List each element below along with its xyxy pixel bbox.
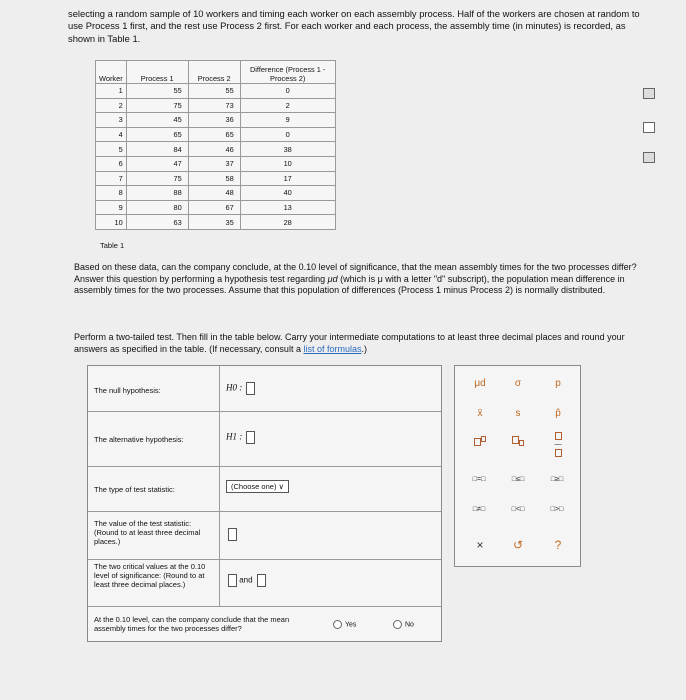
less-equal-key[interactable]: □≤□: [511, 476, 525, 483]
table-cell: 38: [240, 142, 335, 157]
table-cell: 35: [188, 215, 240, 230]
intro-text: selecting a random sample of 10 workers and timing each worker on each assembly process. Half of the workers are chosen at random to use Process 1 first, and the rest use Process 2 first. For each worker and each process, the assembly time (in minutes) is recorded, as shown in Table 1.: [68, 8, 640, 44]
table-row: [96, 186, 336, 201]
table-cell: 65: [188, 127, 240, 142]
s-key[interactable]: s: [515, 408, 521, 419]
table-cell: 55: [126, 84, 188, 99]
table-cell: 7: [96, 171, 127, 186]
p-key[interactable]: p: [555, 378, 561, 389]
formulas-link[interactable]: list of formulas: [303, 343, 362, 354]
sigma-key[interactable]: σ: [514, 378, 522, 389]
table-cell: 73: [188, 98, 240, 113]
symbol-keypad: [454, 365, 581, 567]
alt-hypothesis-input[interactable]: [246, 431, 255, 444]
table-cell: 48: [188, 186, 240, 201]
table-cell: 37: [188, 156, 240, 171]
calculator-icon[interactable]: [643, 88, 655, 99]
x-bar-key[interactable]: x̄: [477, 408, 483, 419]
table-cell: 55: [188, 84, 240, 99]
alt-prefix: H1 :: [226, 431, 243, 442]
table-row: [96, 215, 336, 230]
table-cell: 75: [126, 98, 188, 113]
table-cell: 75: [126, 171, 188, 186]
alt-label: The alternative hypothesis:: [94, 435, 184, 444]
yes-option[interactable]: Yes: [333, 620, 356, 629]
table-cell: 63: [126, 215, 188, 230]
null-label: The null hypothesis:: [94, 386, 161, 395]
critical-label: The two critical values at the 0.10 level of significance: (Round to at least three decimal places.): [94, 562, 206, 589]
conclude-label: At the 0.10 level, can the company conclude that the mean assembly times for the two processes differ?: [94, 615, 290, 633]
less-than-key[interactable]: □<□: [511, 506, 525, 513]
test-type-select[interactable]: (Choose one) ∨: [226, 480, 289, 493]
answer-form: [87, 365, 442, 642]
table-row: [96, 113, 336, 128]
superscript-icon[interactable]: [465, 436, 495, 446]
greater-than-key[interactable]: □>□: [550, 506, 564, 513]
type-label: The type of test statistic:: [94, 485, 175, 494]
table-cell: 47: [126, 156, 188, 171]
table-cell: 13: [240, 200, 335, 215]
table-row: [96, 200, 336, 215]
p-hat-key[interactable]: p̂: [555, 408, 561, 419]
table-cell: 6: [96, 156, 127, 171]
alt-hypothesis-row: [88, 411, 441, 467]
table-row: [96, 142, 336, 157]
yes-radio[interactable]: [333, 620, 342, 629]
no-radio[interactable]: [393, 620, 402, 629]
table-cell: 9: [240, 113, 335, 128]
table-cell: 10: [96, 215, 127, 230]
col-process2: Process 2: [188, 61, 240, 84]
table-caption: Table 1: [100, 241, 125, 250]
instructions-text: Perform a two-tailed test. Then fill in the table below. Carry your intermediate computations to at least three decimal places and round your answers as specified in the table. (If necessary, consult a list of formulas.): [74, 332, 625, 354]
video-icon[interactable]: [643, 122, 655, 133]
value-label: The value of the test statistic: (Round to at least three decimal places.): [94, 519, 201, 546]
table-cell: 40: [240, 186, 335, 201]
table-cell: 36: [188, 113, 240, 128]
test-value-input[interactable]: [228, 528, 237, 541]
table-cell: 3: [96, 113, 127, 128]
table-row: [96, 156, 336, 171]
table-cell: 8: [96, 186, 127, 201]
subscript-icon[interactable]: [503, 436, 533, 446]
table-cell: 17: [240, 171, 335, 186]
table-cell: 58: [188, 171, 240, 186]
conclusion-row: [88, 606, 441, 641]
table-cell: 88: [126, 186, 188, 201]
fraction-icon[interactable]: —: [543, 432, 573, 458]
col-process1: Process 1: [126, 61, 188, 84]
table-cell: 0: [240, 84, 335, 99]
chevron-down-icon: ∨: [278, 482, 285, 491]
test-value-row: [88, 511, 441, 560]
table-cell: 28: [240, 215, 335, 230]
null-prefix: H0 :: [226, 382, 243, 393]
table-cell: 10: [240, 156, 335, 171]
help-icon[interactable]: ?: [554, 538, 562, 552]
equals-key[interactable]: □=□: [472, 476, 486, 483]
mu-d-key[interactable]: μd: [474, 378, 486, 389]
question-text: Based on these data, can the company conclude, at the 0.10 level of significance, that the mean assembly times for the two processes differ? Answer this question by performing a hypothesis test regarding μd (which is μ with a letter "d" subscript), the population mean difference in assembly times for the two processes. Assume that this population of differences (Process 1 minus Process 2) is normally distributed.: [74, 262, 637, 296]
and-text: and: [239, 575, 253, 585]
undo-icon[interactable]: ↺: [512, 538, 524, 552]
data-table-icon[interactable]: [643, 152, 655, 163]
no-option[interactable]: No: [393, 620, 414, 629]
table-cell: 1: [96, 84, 127, 99]
table-cell: 9: [96, 200, 127, 215]
data-table: [95, 60, 336, 230]
table-cell: 80: [126, 200, 188, 215]
clear-icon[interactable]: ×: [476, 538, 484, 552]
null-hypothesis-row: [88, 366, 441, 412]
col-worker: Worker: [96, 61, 127, 84]
table-cell: 5: [96, 142, 127, 157]
critical-value-1-input[interactable]: [228, 574, 237, 587]
not-equal-key[interactable]: □≠□: [472, 506, 486, 513]
table-row: [96, 84, 336, 99]
table-row: [96, 127, 336, 142]
table-cell: 4: [96, 127, 127, 142]
critical-values-row: [88, 559, 441, 607]
table-cell: 45: [126, 113, 188, 128]
table-row: [96, 98, 336, 113]
table-cell: 46: [188, 142, 240, 157]
col-difference: Difference (Process 1 - Process 2): [240, 61, 335, 84]
test-type-row: [88, 466, 441, 512]
table-cell: 0: [240, 127, 335, 142]
table-cell: 84: [126, 142, 188, 157]
mu-d-symbol: μd: [327, 273, 338, 284]
table-cell: 65: [126, 127, 188, 142]
table-cell: 67: [188, 200, 240, 215]
greater-equal-key[interactable]: □≥□: [550, 476, 564, 483]
null-hypothesis-input[interactable]: [246, 382, 255, 395]
table-row: [96, 171, 336, 186]
table-cell: 2: [96, 98, 127, 113]
critical-value-2-input[interactable]: [257, 574, 266, 587]
table-cell: 2: [240, 98, 335, 113]
